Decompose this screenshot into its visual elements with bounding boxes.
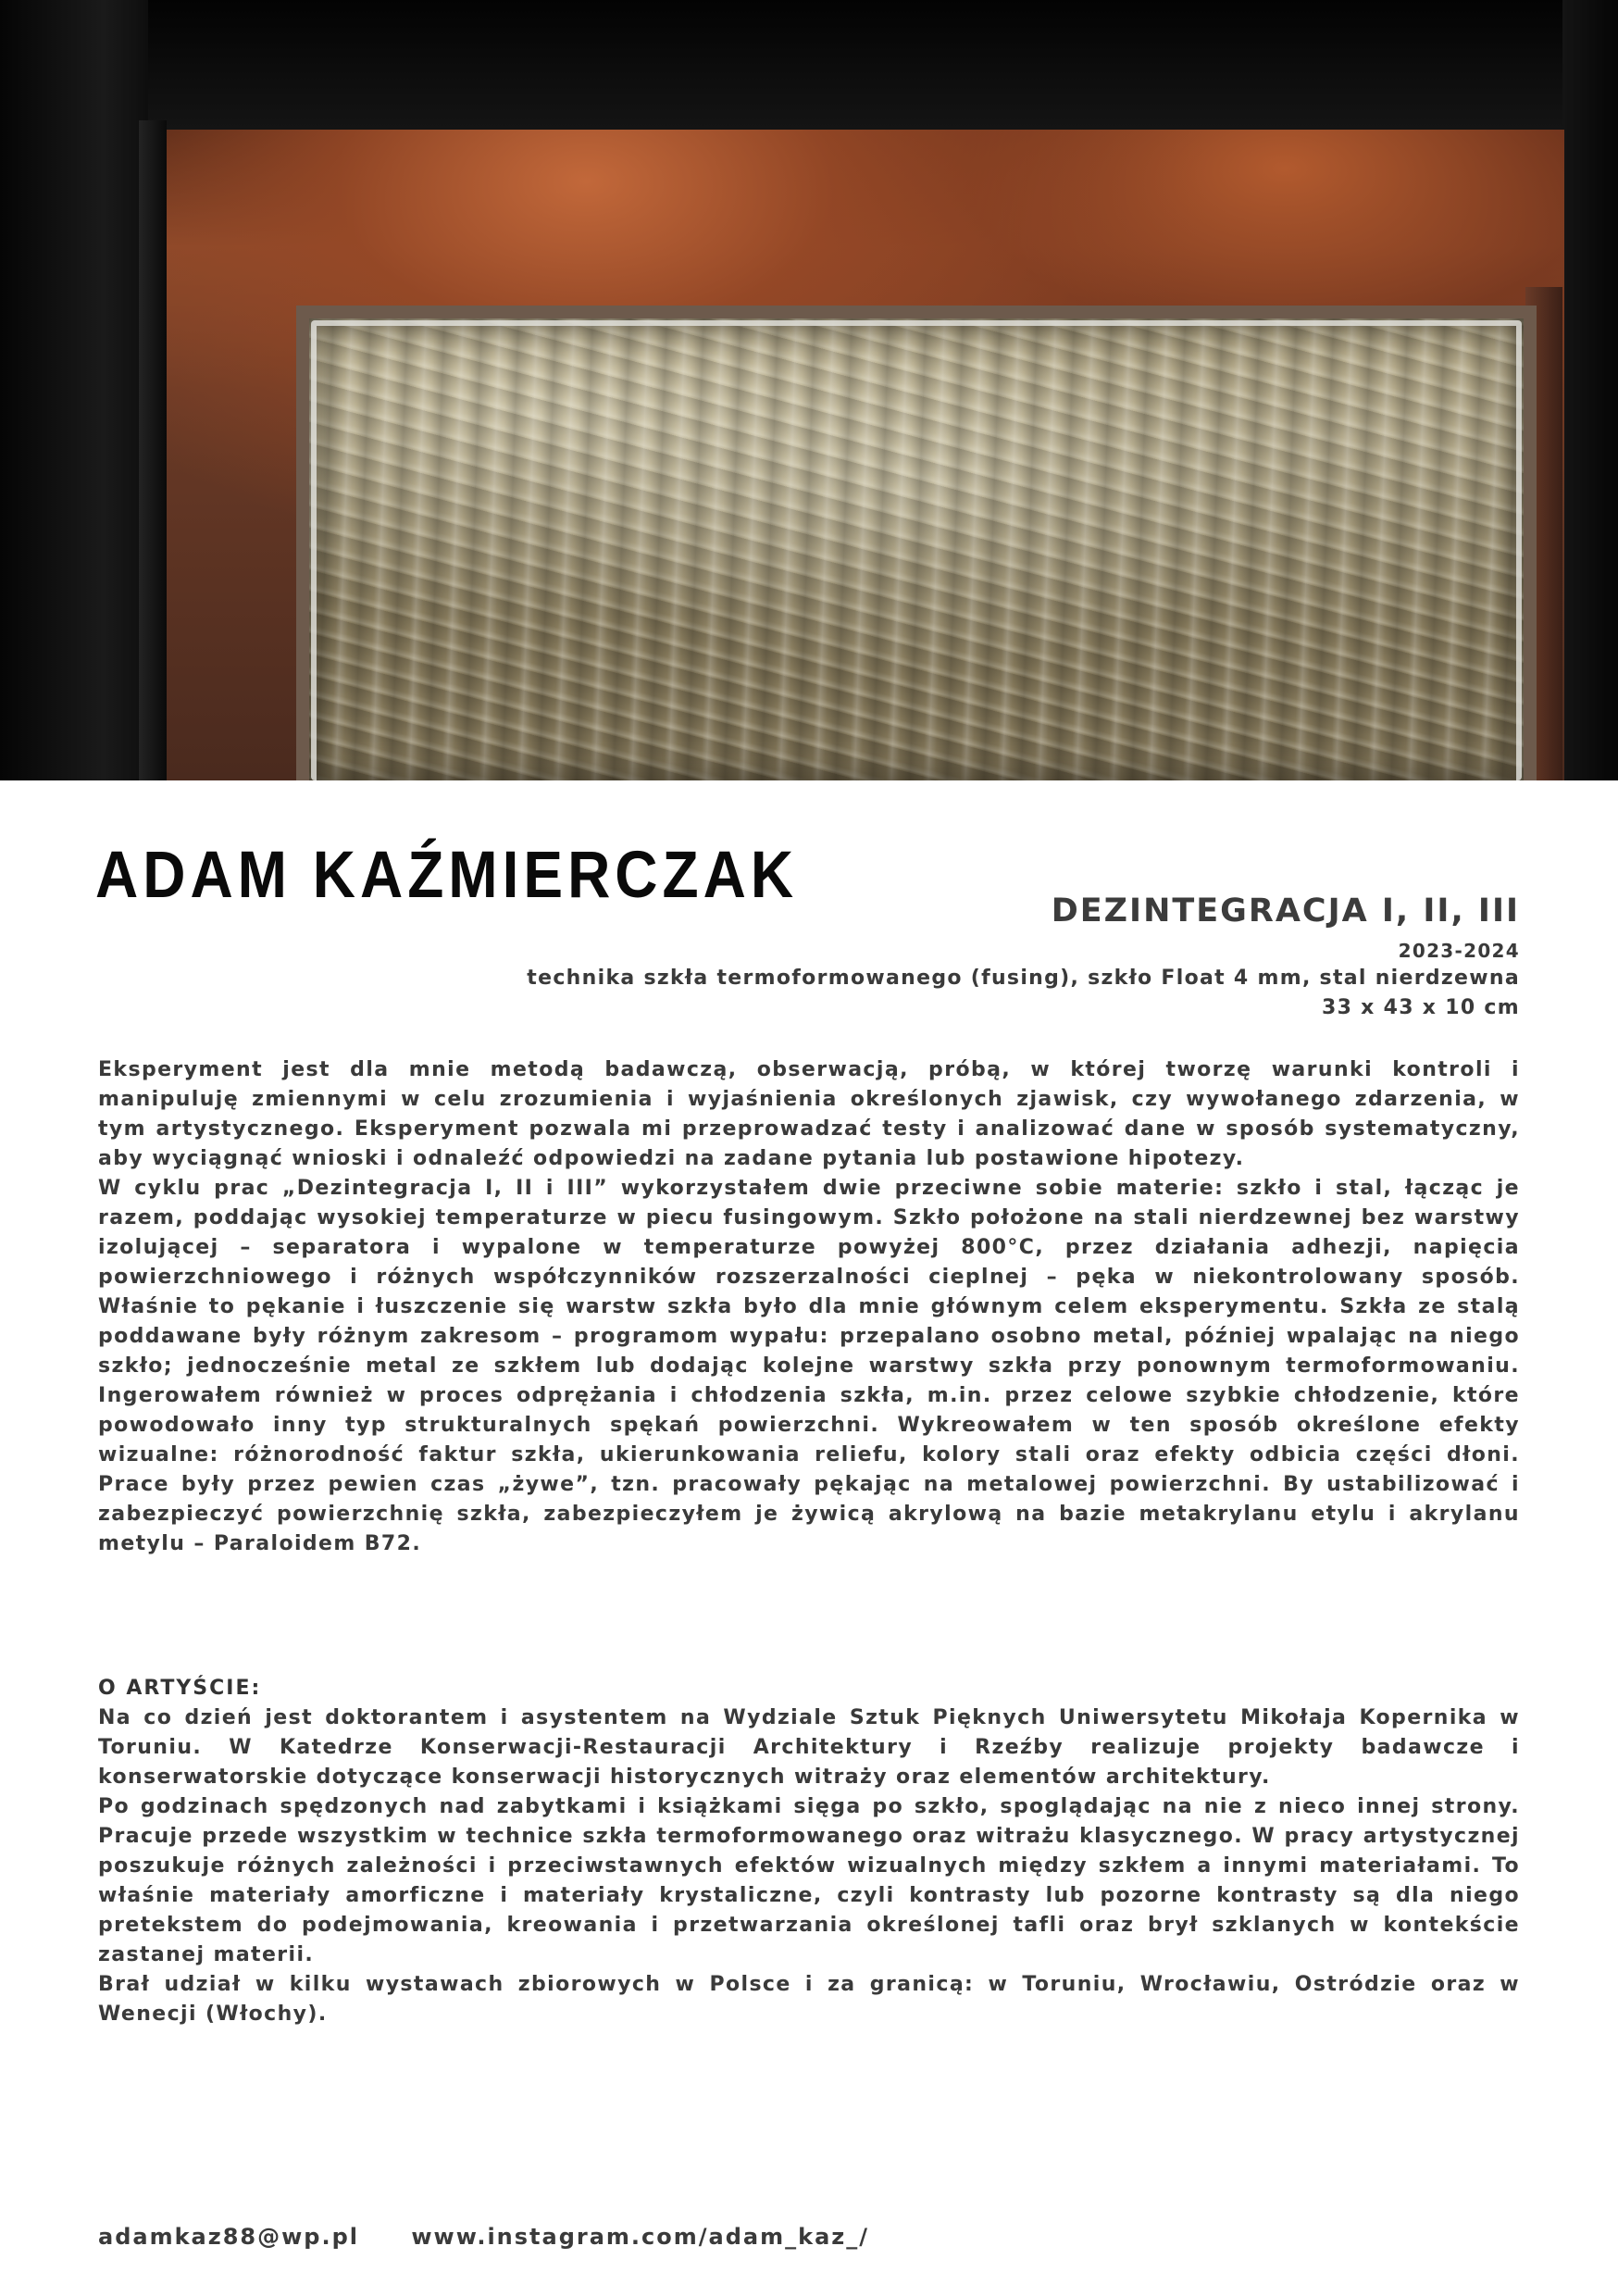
work-title: DEZINTEGRACJA I, II, III <box>1051 892 1520 930</box>
frame-bevel <box>139 120 167 780</box>
work-technique: technika szkła termoformowanego (fusing), szkło Float 4 mm, stal nierdzewna <box>527 967 1520 990</box>
contact-info <box>98 2224 912 2250</box>
experiment-paragraph: Eksperyment jest dla mnie metodą badawczą, obserwacją, próbą, w której tworzę warunki kontroli i manipuluję zmiennymi w celu zrozumienia i wyjaśnienia określonych zjawisk, czy wywołanego zdarzenia, w tym artystycznego. Eksperyment pozwala mi przeprowadzać testy i analizować dane w sposób systematyczny, aby wyciągnąć wnioski i odnaleźć odpowiedzi na zadane pytania lub postawione hipotezy. <box>98 1058 1520 1170</box>
about-artist-section <box>98 1674 1520 2029</box>
email-link[interactable]: adamkaz88@wp.pl <box>98 2224 359 2250</box>
artwork-photo <box>0 0 1618 780</box>
artist-name: ADAM KAŹMIERCZAK <box>95 837 799 912</box>
experiment-paragraph: W cyklu prac „Dezintegracja I, II i III” wykorzystałem dwie przeciwne sobie materie: szkło i stal, łącząc je razem, poddając wysokiej temperaturze w piecu fusingowym. Szkło położone na stali nierdzewnej bez warstwy izolującej – separatora i wypalone w temperaturze powyżej 800°C, przez działania adhezji, napięcia powierzchniowego i różnych współczynników rozszerzalności cieplnej – pęka w niekontrolowany sposób. Właśnie to pękanie i łuszczenie się warstw szkła było dla mnie głównym celem eksperymentu. Szkła ze stalą poddawane były różnym zakresom – programom wypału: przepalano osobno metal, później wpalając na niego szkło; jednocześnie metal ze szkłem lub dodając kolejne warstwy szkła przy ponownym termoformowaniu. Ingerowałem również w proces odprężania i chłodzenia szkła, m.in. przez celowe szybkie chłodzenie, które powodowało inny typ strukturalnych spękań powierzchni. Wykreowałem w ten sposób określone efekty wizualne: różnorodność faktur szkła, ukierunkowania reliefu, kolory stali oraz efekty odbicia części dłoni. Prace były przez pewien czas „żywe”, tzn. pracowały pękając na metalowej powierzchni. By ustabilizować i zabezpieczyć powierzchnię szkła, zabezpieczyłem je żywicą akrylową na bazie metakrylanu etylu i akrylanu metylu – Paraloidem B72. <box>98 1177 1520 1555</box>
work-details <box>317 938 1520 1023</box>
instagram-link[interactable]: www.instagram.com/adam_kaz_/ <box>411 2224 869 2250</box>
frame-top-edge <box>0 0 1618 130</box>
glass-rim <box>311 320 1522 780</box>
work-years: 2023-2024 <box>1398 940 1520 962</box>
frame-right-edge <box>1562 0 1618 780</box>
about-paragraph: Po godzinach spędzonych nad zabytkami i książkami sięga po szkło, spoglądając na nie z nieco innej strony. Pracuje przede wszystkim w technice szkła termoformowanego oraz witrażu klasycznego. W pracy artystycznej poszukuje różnych zależności i przeciwstawnych efektów wizualnych między szkłem a innymi materiałami. To właśnie materiały amorficzne i materiały krystaliczne, czyli kontrasty lub pozorne kontrasty są dla niego pretekstem do podejmowania, kreowania i przetwarzania określonej tafli oraz brył szklanych w kontekście zastanej materii. <box>98 1795 1520 1966</box>
about-paragraph: Na co dzień jest doktorantem i asystentem na Wydziale Sztuk Pięknych Uniwersytetu Mikołaja Kopernika w Toruniu. W Katedrze Konserwacji-Restauracji Architektury i Rzeźby realizuje projekty badawcze i konserwatorskie dotyczące konserwacji historycznych witraży oraz elementów architektury. <box>98 1706 1520 1789</box>
experiment-description <box>98 1055 1520 1559</box>
frame-left-edge <box>0 0 148 780</box>
about-heading: O ARTYŚCIE: <box>98 1677 262 1700</box>
work-dimensions: 33 x 43 x 10 cm <box>1322 996 1520 1019</box>
about-paragraph: Brał udział w kilku wystawach zbiorowych w Polsce i za granicą: w Toruniu, Wrocławiu, Ostródzie oraz w Wenecji (Włochy). <box>98 1973 1520 2026</box>
